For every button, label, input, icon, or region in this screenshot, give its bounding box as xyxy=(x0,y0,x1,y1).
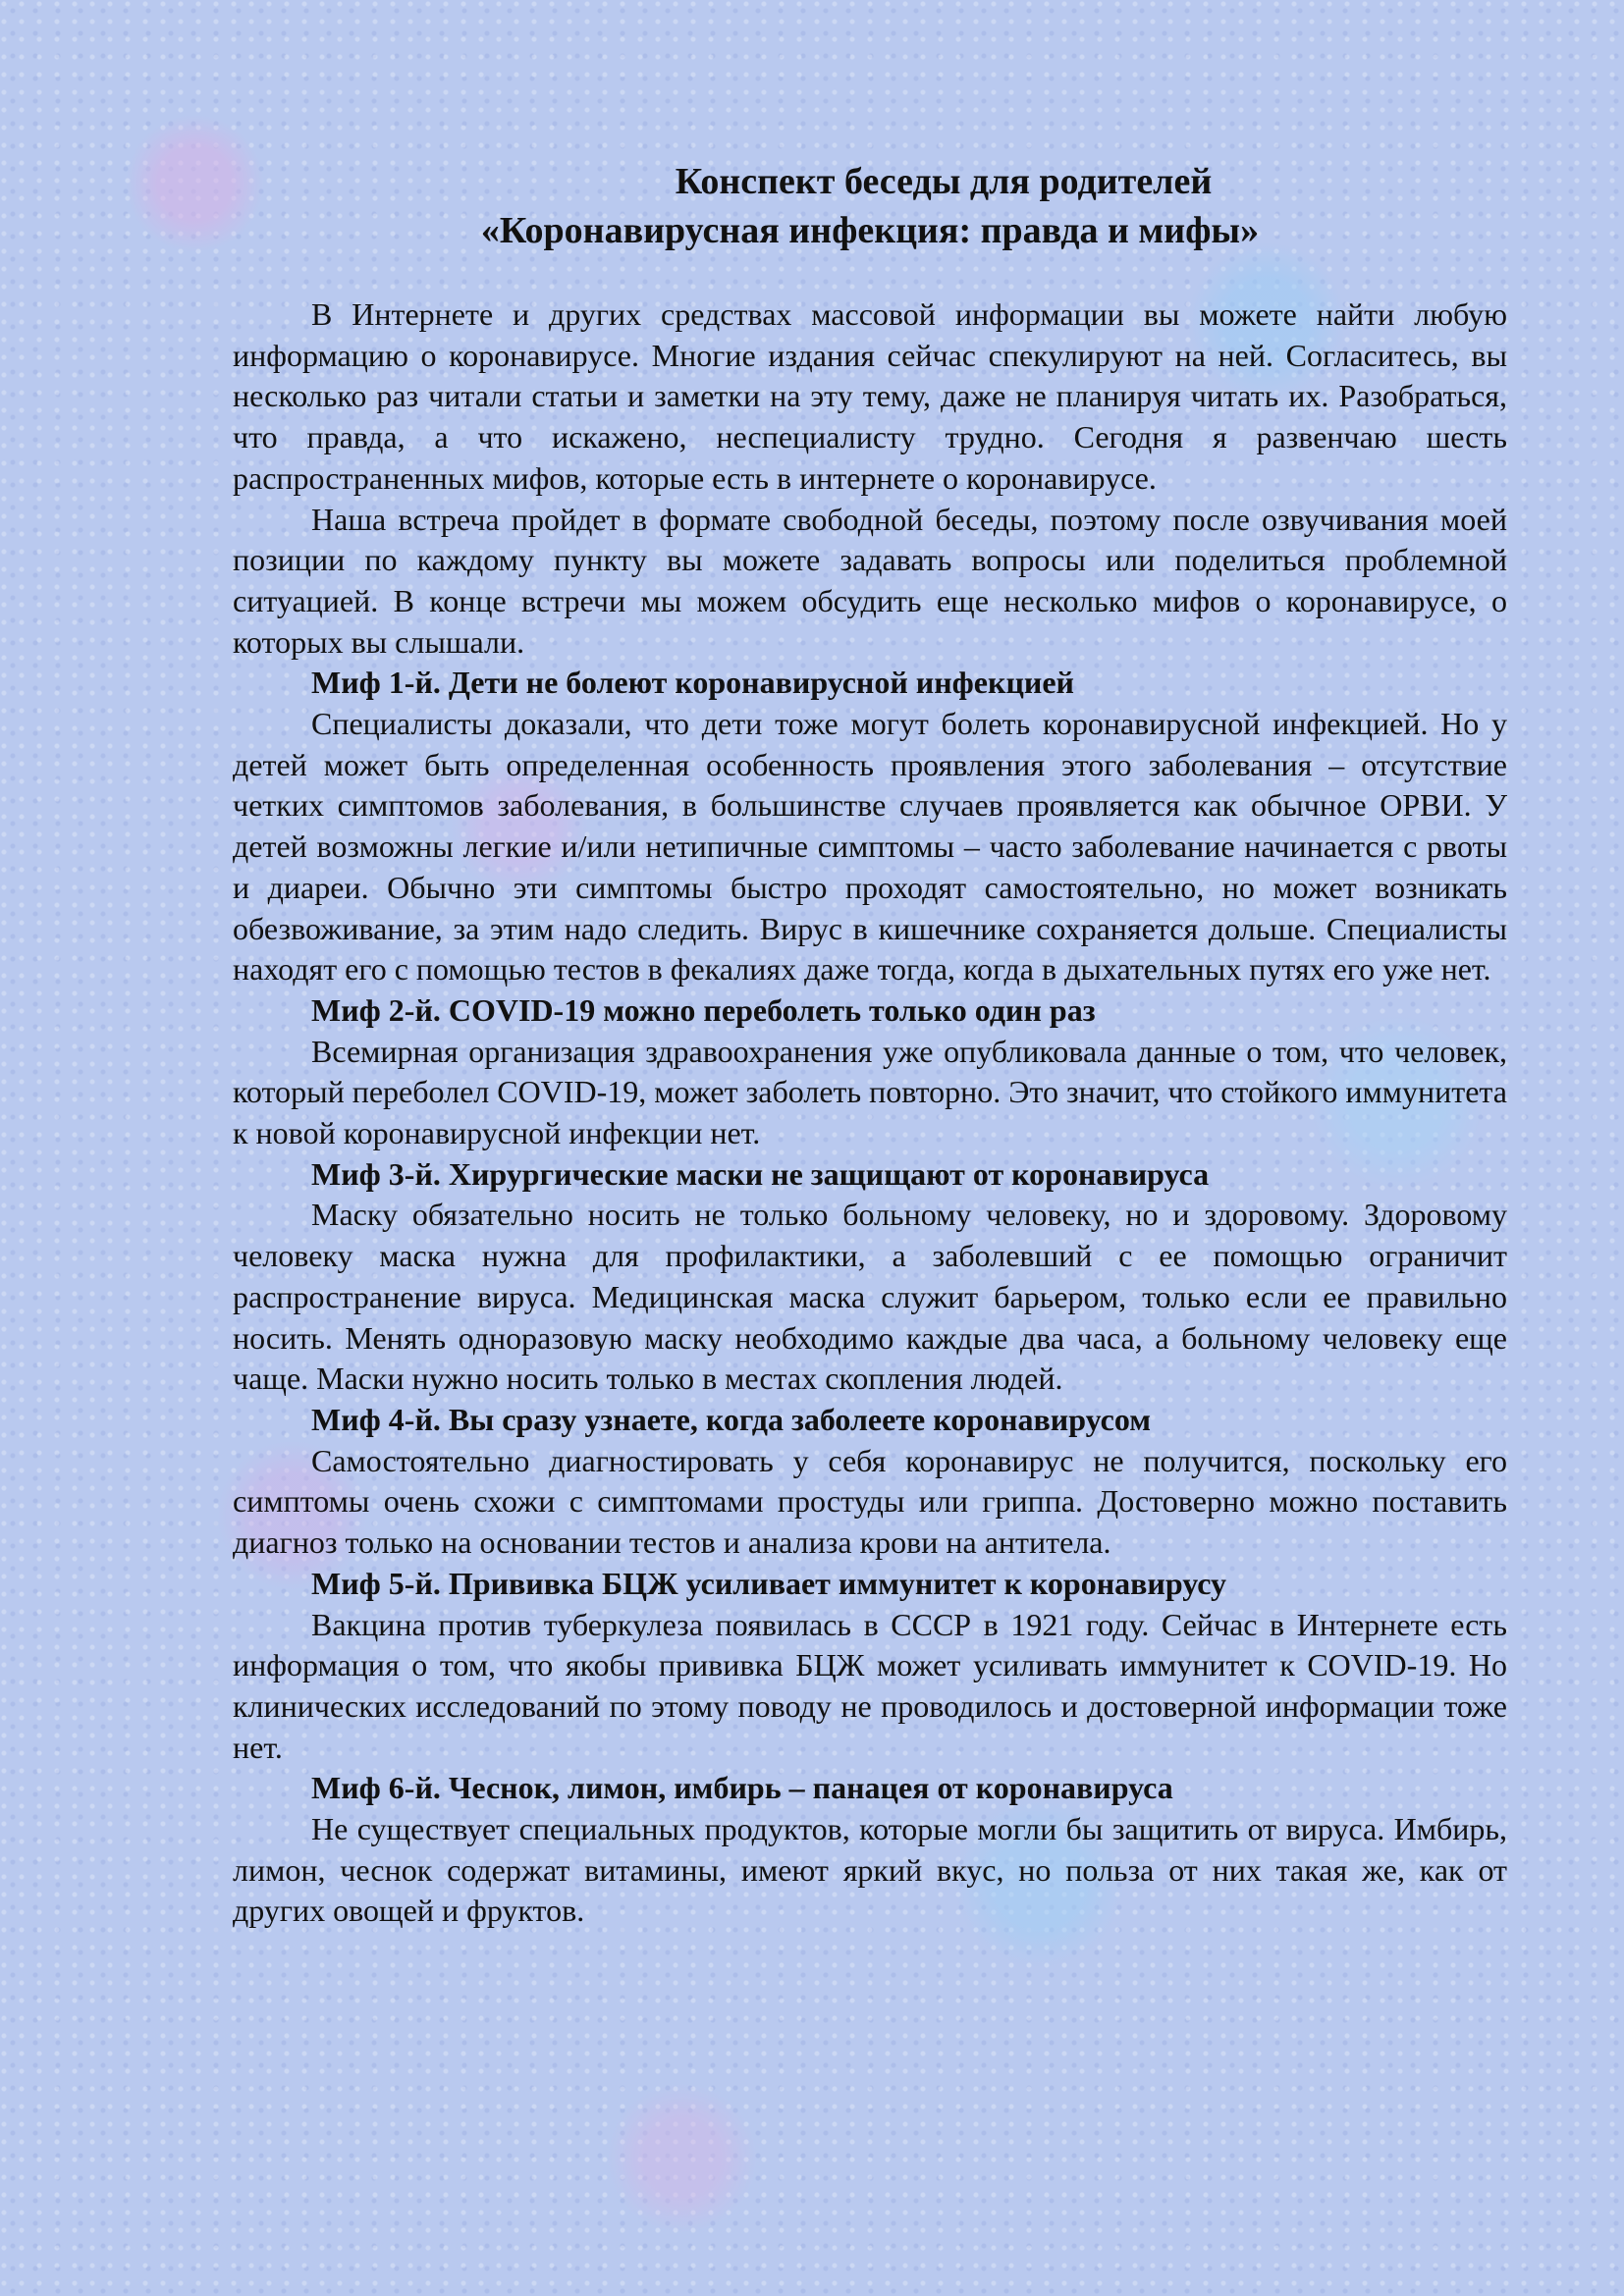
myth-2-text: Всемирная организация здравоохранения уже опубликовала данные о том, что человек, который переболел COVID-19, может заболеть повторно. Это значит, что стойкого иммунитета к новой коронавирусной инфекции нет. xyxy=(233,1033,1507,1151)
intro-paragraph-1: В Интернете и других средствах массовой информации вы можете найти любую информацию о коронавирусе. Многие издания сейчас спекулируют на ней. Согласитесь, вы несколько раз читали статьи и заметки на эту тему, даже не планируя читать их. Разобраться, что правда, а что искажено, неспециалисту трудно. Сегодня я развенчаю шесть распространенных мифов, которые есть в интернете о коронавирусе. xyxy=(233,296,1507,496)
document-body xyxy=(233,294,1507,1932)
myth-3-heading: Миф 3-й. Хирургические маски не защищают от коронавируса xyxy=(311,1155,1210,1192)
myth-2-heading: Миф 2-й. COVID-19 можно переболеть только один раз xyxy=(311,991,1096,1028)
myth-5-text: Вакцина против туберкулеза появилась в СССР в 1921 году. Сейчас в Интернете есть информация о том, что якобы прививка БЦЖ может усиливать иммунитет к COVID-19. Но клинических исследований по этому поводу не проводилось и достоверной информации тоже нет. xyxy=(233,1606,1507,1765)
document-title xyxy=(233,157,1507,255)
myth-4-heading: Миф 4-й. Вы сразу узнаете, когда заболеете коронавирусом xyxy=(311,1401,1151,1437)
myth-1-text: Специалисты доказали, что дети тоже могут болеть коронавирусной инфекцией. Но у детей может быть определенная особенность проявления этого заболевания – отсутствие четких симптомов заболевания, в большинстве случаев проявляется как обычное ОРВИ. У детей возможны легкие и/или нетипичные симптомы – часто заболевание начинается с рвоты и диареи. Обычно эти симптомы быстро проходят самостоятельно, но может возникать обезвоживание, за этим надо следить. Вирус в кишечнике сохраняется дольше. Специалисты находят его с помощью тестов в фекалиях даже тогда, когда в дыхательных путях его уже нет. xyxy=(233,706,1507,988)
myth-1-heading: Миф 1-й. Дети не болеют коронавирусной инфекцией xyxy=(311,665,1074,701)
title-line-2: «Коронавирусная инфекция: правда и мифы» xyxy=(480,210,1260,251)
myth-5-heading: Миф 5-й. Прививка БЦЖ усиливает иммунитет к коронавирусу xyxy=(311,1565,1227,1601)
myth-6-heading: Миф 6-й. Чеснок, лимон, имбирь – панацея от коронавируса xyxy=(311,1770,1173,1806)
title-line-1: Конспект беседы для родителей xyxy=(675,161,1213,202)
myth-4-text: Самостоятельно диагностировать у себя коронавирус не получится, поскольку его симптомы очень схожи с симптомами простуды или гриппа. Достоверно можно поставить диагноз только на основании тестов и анализа крови на антитела. xyxy=(233,1442,1507,1561)
intro-paragraph-2: Наша встреча пройдет в формате свободной беседы, поэтому после озвучивания моей позиции по каждому пункту вы можете задавать вопросы или поделиться проблемной ситуацией. В конце встречи мы можем обсудить еще несколько мифов о коронавирусе, о которых вы слышали. xyxy=(233,501,1507,660)
myth-3-text: Маску обязательно носить не только больному человеку, но и здоровому. Здоровому человеку маска нужна для профилактики, а заболевший с ее помощью ограничит распространение вируса. Медицинская маска служит барьером, только если ее правильно носить. Менять одноразовую маску необходимо каждые два часа, а больному человеку еще чаще. Маски нужно носить только в местах скопления людей. xyxy=(233,1197,1507,1397)
myth-6-text: Не существует специальных продуктов, которые могли бы защитить от вируса. Имбирь, лимон, чеснок содержат витамины, имеют яркий вкус, но польза от них такая же, как от других овощей и фруктов. xyxy=(233,1811,1507,1929)
